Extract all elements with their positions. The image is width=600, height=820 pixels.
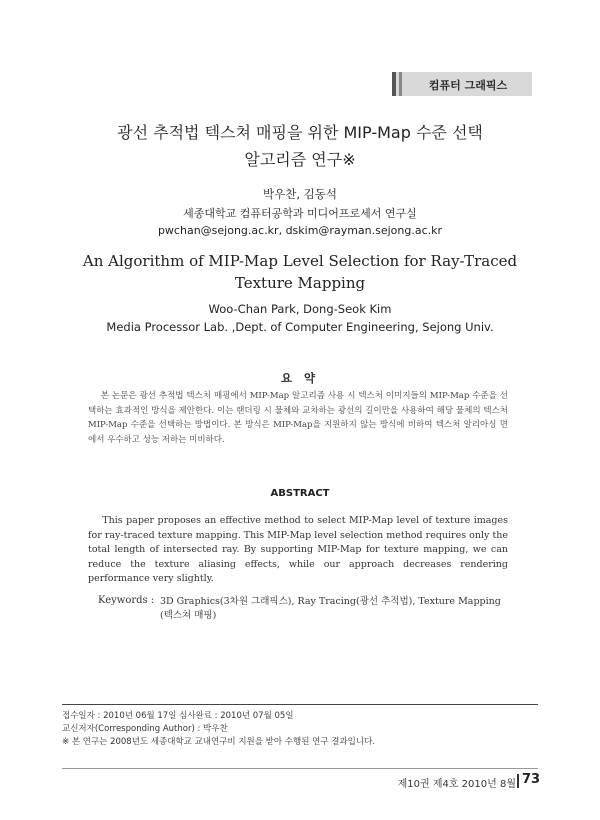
- abstract-en-body: This paper proposes an effective method to select MIP-Map level of texture images for ray-traced texture mapping. This MIP-Map level selection method requires only the total length of intersected ray. By supporting MIP-Map for texture mapping, we can reduce the texture aliasing effects, while our approach decreases rendering performance very slightly.: [88, 515, 508, 584]
- author-emails: pwchan@sejong.ac.kr, dskim@rayman.sejong.ac.kr: [157, 224, 443, 237]
- badge-bar: [392, 72, 396, 96]
- affiliation-ko: 세종대학교 컴퓨터공학과 미디어프로세서 연구실: [183, 207, 417, 220]
- keywords-text: 3D Graphics(3차원 그래픽스), Ray Tracing(광선 추적법), Texture Mapping (텍스쳐 매핑): [160, 596, 501, 621]
- abstract-ko-body: 본 논문은 광선 추적법 텍스처 매핑에서 MIP-Map 알고리즘 사용 시 텍스처 이미지들의 MIP-Map 수준을 선택하는 효과적인 방식을 제안한다. 이는 랜더링 시 물체와 교차하는 광선의 길이만을 사용하여 해당 물체의 텍스처 MIP-Map 수준을 선택하는 방법이다. 본 방식은 MIP-Map을 지원하지 않는 방식에 비하여 텍스처 알리아싱 면에서 우수하고 성능 저하는 미비하다.: [88, 391, 508, 445]
- page-number: 73: [522, 772, 541, 787]
- authors-ko: 박우찬, 김동석: [263, 187, 337, 201]
- footnote-dates: 접수일자 : 2010년 06월 17일 심사완료 : 2010년 07월 05일: [62, 711, 294, 721]
- title-ko-line2: 알고리즘 연구※: [244, 150, 356, 169]
- footnote-divider: [62, 704, 538, 705]
- journal-issue: 제10권 제4호 2010년 8월: [397, 779, 516, 790]
- footnotes: [62, 710, 375, 749]
- badge-bar-secondary: [399, 72, 402, 96]
- footnote-corresponding: 교신저자(Corresponding Author) : 박우찬: [62, 724, 228, 734]
- abstract-en-heading: ABSTRACT: [270, 488, 330, 499]
- title-en: An Algorithm of MIP-Map Level Selection for Ray-Traced Texture Mapping: [82, 252, 518, 292]
- footer-divider: [62, 768, 538, 769]
- category-badge: [392, 72, 532, 96]
- page-separator: [517, 774, 519, 788]
- abstract-ko-heading: 요 약: [280, 371, 320, 385]
- affiliation-en: Media Processor Lab. ,Dept. of Computer Engineering, Sejong Univ.: [106, 320, 494, 334]
- keywords-label: Keywords :: [98, 595, 155, 606]
- footnote-funding: ※ 본 연구는 2008년도 세종대학교 교내연구비 지원을 받아 수행된 연구 결과입니다.: [62, 737, 376, 747]
- category-label: 컴퓨터 그래픽스: [428, 79, 508, 92]
- authors-en: Woo-Chan Park, Dong-Seok Kim: [208, 302, 392, 316]
- title-ko-line1: 광선 추적법 텍스쳐 매핑을 위한 MIP-Map 수준 선택: [117, 123, 483, 142]
